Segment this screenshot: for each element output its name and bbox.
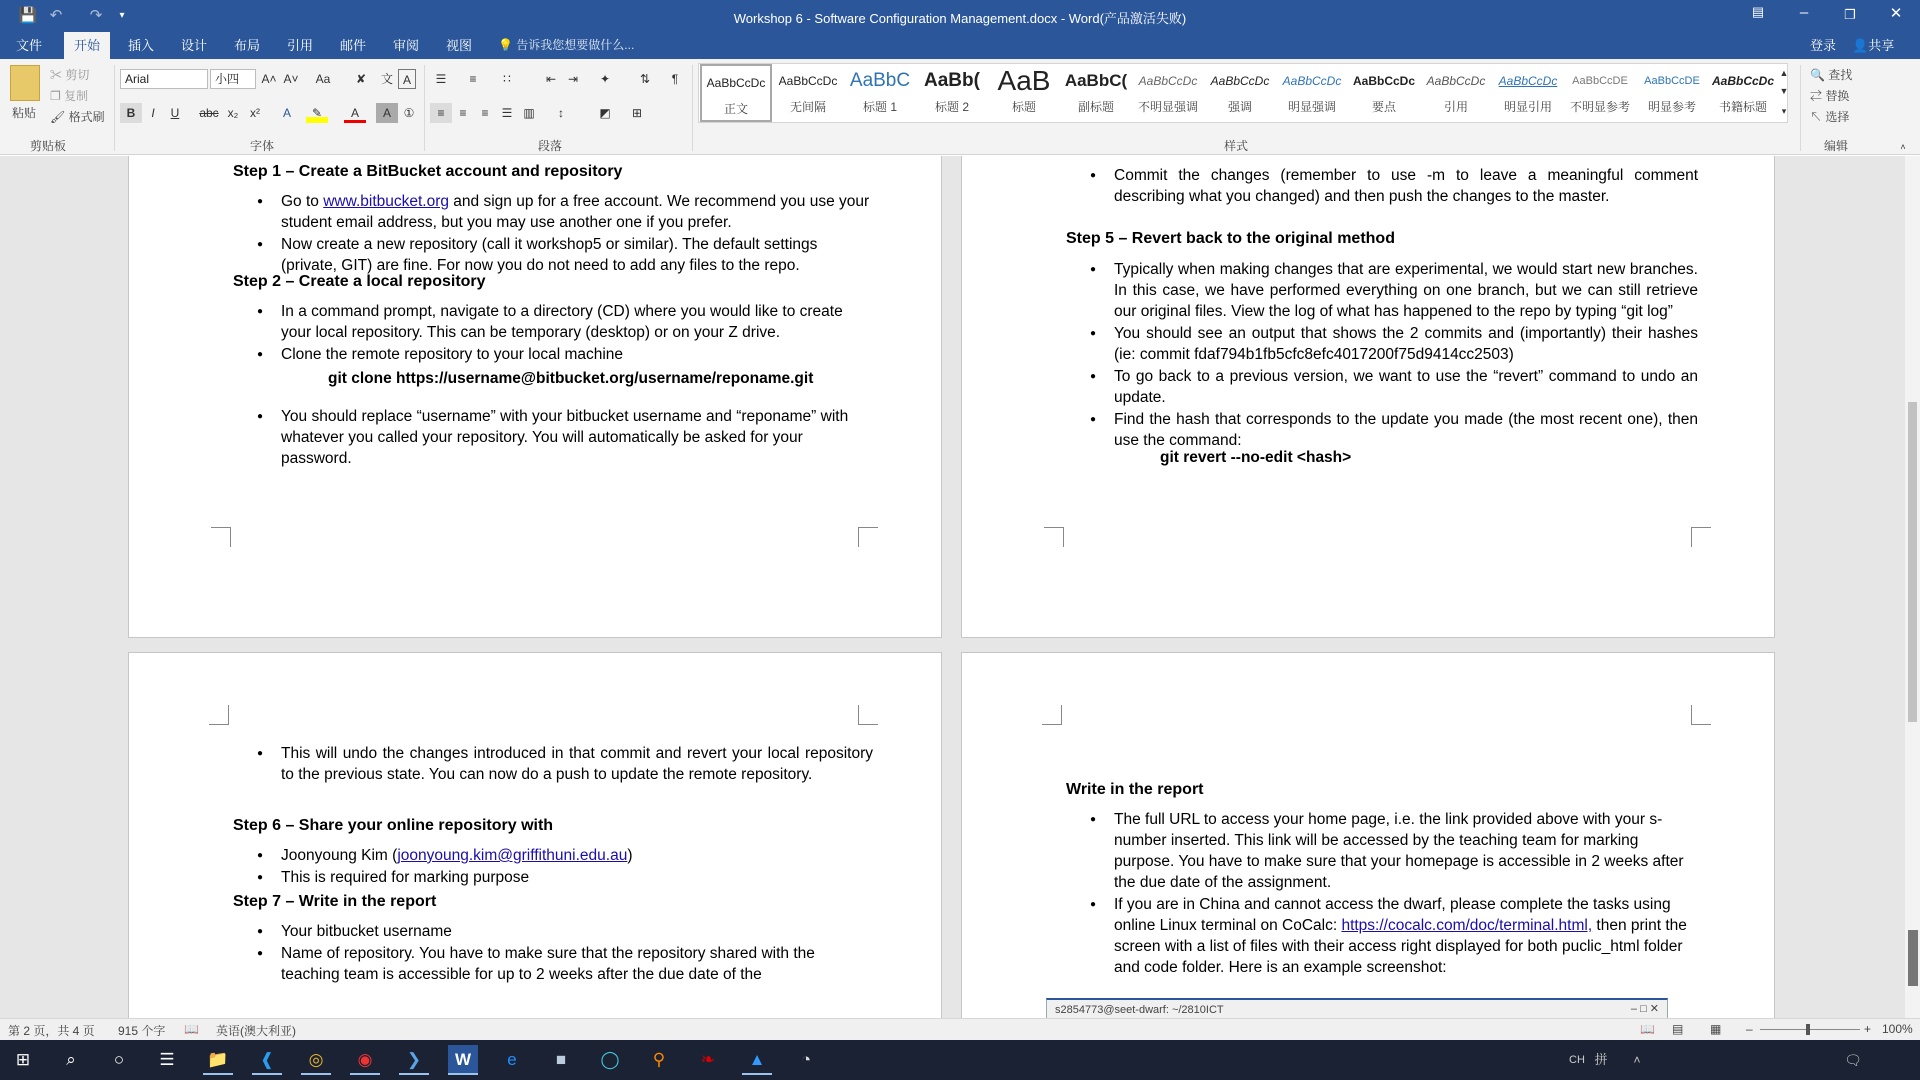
copy-button[interactable] [50, 86, 88, 106]
style-preview: AaBbCcDc [778, 74, 838, 88]
style-name: 标题 [1011, 100, 1036, 114]
style-name: 副标题 [1077, 100, 1114, 114]
login-button[interactable]: 登录 [1810, 38, 1837, 53]
list-item: ● Your bitbucket username [233, 921, 873, 942]
style-subtle-emphasis[interactable] [1132, 64, 1204, 122]
file-explorer-icon[interactable]: 📁 [203, 1045, 233, 1075]
group-separator [114, 65, 115, 151]
clone-command: git clone https://username@bitbucket.org/username/reponame.git [328, 370, 814, 387]
cut-button[interactable] [50, 65, 89, 85]
step4-list [1066, 165, 1698, 208]
list-item: ● This will undo the changes introduced in that commit and revert your local repository to the previous state. You can now do a push to update the remote repository. [233, 743, 873, 785]
char-border-icon[interactable]: A [398, 69, 416, 89]
paste-icon[interactable] [10, 65, 40, 101]
tab-references[interactable]: 引用 [287, 38, 314, 53]
bitbucket-link[interactable]: www.bitbucket.org [323, 193, 449, 210]
web-layout-icon[interactable]: ▦ [1710, 1022, 1722, 1036]
increase-indent-icon[interactable]: ⇥ [567, 72, 579, 86]
photos-icon[interactable]: ▲ [742, 1045, 772, 1075]
editing-group-label: 编辑 [1824, 139, 1849, 153]
task-view-icon[interactable]: ☰ [159, 1050, 175, 1069]
list-text: then print the screen with a list of files with their access right displayed for both puclic_html folder and code folder. Here is an example screenshot: [1114, 917, 1687, 976]
group-separator [692, 65, 693, 151]
restore-icon[interactable]: ❐ [1844, 7, 1856, 22]
zoom-slider[interactable] [1760, 1029, 1860, 1030]
cortana-icon[interactable]: ○ [113, 1050, 125, 1069]
step7-list [233, 921, 873, 986]
style-quote[interactable] [1420, 64, 1492, 122]
style-strong[interactable] [1348, 64, 1420, 122]
obs-icon[interactable]: ◔ [800, 1050, 812, 1069]
style-intense-reference[interactable] [1636, 64, 1708, 122]
margin-corner [858, 527, 878, 547]
find-button[interactable] [1810, 65, 1852, 85]
style-preview: AaB [997, 65, 1051, 96]
phonetic-icon[interactable]: 文 [380, 72, 393, 86]
scissors-icon: ✂ [50, 68, 63, 82]
window-title: Workshop 6 - Software Configuration Management.docx - Word(产品激活失败) [733, 11, 1187, 26]
style-preview: AaBbCcDc [1711, 74, 1774, 88]
edge-icon[interactable]: e [507, 1050, 517, 1069]
margin-corner [858, 705, 878, 725]
list-item: ● To go back to a previous version, we want to use the “revert” command to undo an update. [1066, 366, 1698, 408]
step6-heading: Step 6 – Share your online repository with [233, 817, 554, 834]
style-name: 明显引用 [1503, 100, 1552, 114]
style-name: 标题 1 [862, 100, 897, 114]
ribbon-home [0, 59, 1920, 155]
page[interactable] [128, 652, 942, 1018]
list-item [233, 845, 873, 866]
tray-language[interactable]: CH [1569, 1054, 1585, 1066]
group-separator [424, 65, 425, 151]
style-subtle-reference[interactable] [1564, 64, 1636, 122]
screenshot-caption: s2854773@seet-dwarf: ~/2810ICT [1055, 1004, 1224, 1016]
style-name: 明显强调 [1287, 100, 1336, 114]
share-button[interactable] [1852, 32, 1894, 59]
styles-more-icon[interactable]: ▾ [1781, 106, 1787, 116]
font-name-box[interactable]: Arial [120, 69, 208, 89]
list-item: ● Now create a new repository (call it workshop5 or similar). The default settings (private, GIT) are fine. For now you do not need to add any files to the repo. [233, 234, 873, 276]
paragraph-group-label: 段落 [538, 139, 563, 153]
zoom-in-icon[interactable]: + [1864, 1022, 1872, 1036]
style-name: 不明显参考 [1569, 100, 1630, 114]
list-text: ) [627, 847, 633, 864]
style-name: 标题 2 [934, 100, 969, 114]
decrease-indent-icon[interactable]: ⇤ [545, 72, 557, 86]
list-item: ● Clone the remote repository to your local machine [233, 344, 873, 365]
style-preview: AaBbCcDc [706, 76, 766, 90]
multilevel-list-icon[interactable]: ∷ [503, 72, 511, 86]
share-label: 共享 [1868, 38, 1895, 53]
bold-icon[interactable]: B [120, 103, 142, 123]
highlight-icon[interactable]: ✎ [306, 103, 328, 123]
style-no-spacing[interactable] [772, 64, 844, 122]
minimize-icon[interactable]: – [1799, 4, 1809, 21]
style-book-title[interactable] [1708, 64, 1778, 122]
page-count[interactable]: 第 2 页，共 4 页 [8, 1024, 95, 1038]
margin-corner [1691, 527, 1711, 547]
ribbon-tabs [0, 32, 1920, 59]
style-preview: AaBbC [849, 70, 911, 91]
copy-icon: ❐ [50, 89, 61, 103]
chrome-icon[interactable]: ◎ [301, 1045, 331, 1075]
proofing-icon[interactable]: 📖 [184, 1022, 199, 1036]
style-preview: AaBbCcDc [1138, 74, 1198, 88]
style-preview: AaBbCcDc [1282, 74, 1342, 88]
style-preview: AaBbCcDE [1572, 75, 1628, 87]
clipboard-group-label: 剪贴板 [30, 139, 67, 153]
group-separator [1800, 65, 1801, 151]
tab-file[interactable]: 文件 [16, 38, 43, 53]
subscript-icon[interactable]: x₂ [227, 106, 239, 120]
list-item: ● Find the hash that corresponds to the update you made (the most recent one), then use the command: [1066, 409, 1698, 451]
word-icon[interactable]: W [448, 1045, 478, 1075]
scrollbar-thumb[interactable] [1908, 402, 1917, 722]
tell-me-text: 告诉我您想要做什么... [516, 38, 635, 52]
styles-scroll-down-icon[interactable]: ▼ [1779, 86, 1789, 96]
tab-mailings[interactable]: 邮件 [340, 38, 367, 53]
list-item: ● In a command prompt, navigate to a directory (CD) where you would like to create your local repository. This can be temporary (desktop) or on your Z drive. [233, 301, 873, 343]
style-name: 引用 [1443, 100, 1468, 114]
list-item: ● Name of repository. You have to make sure that the repository shared with the teaching team is accessible for up to 2 weeks after the due date of the [233, 943, 873, 985]
style-heading2[interactable] [916, 64, 988, 122]
select-label: 选择 [1825, 110, 1850, 124]
redo-icon[interactable]: ↷ [89, 7, 103, 24]
style-name: 不明显强调 [1137, 100, 1198, 114]
cocalc-link[interactable]: https://cocalc.com/doc/terminal.html, [1341, 917, 1593, 934]
person-icon: 👤 [1852, 38, 1869, 53]
align-right-icon[interactable]: ≡ [481, 106, 489, 120]
step6-list [233, 845, 873, 889]
language-indicator[interactable]: 英语(澳大利亚) [216, 1024, 296, 1038]
list-item: ● Commit the changes (remember to use -m to leave a meaningful comment describing what you changed) and then push the changes to the master. [1066, 165, 1698, 207]
lightbulb-icon: 💡 [498, 38, 513, 52]
margin-corner [1042, 705, 1062, 725]
sort-icon[interactable]: ⇅ [639, 72, 651, 86]
netease-icon[interactable]: ◉ [350, 1045, 380, 1075]
scrollbar-marker [1908, 930, 1918, 986]
font-color-icon[interactable]: A [344, 103, 366, 123]
status-bar [0, 1018, 1920, 1040]
show-marks-icon[interactable]: ¶ [671, 72, 679, 86]
style-preview: AaBbCcDc [1426, 74, 1486, 88]
brush-icon: 🖌 [50, 110, 66, 124]
page[interactable] [961, 652, 1775, 1018]
clear-format-icon[interactable]: ✘ [355, 72, 367, 86]
style-emphasis[interactable] [1204, 64, 1276, 122]
bullets-icon[interactable]: ☰ [435, 72, 447, 86]
zoom-slider-thumb[interactable] [1806, 1024, 1810, 1035]
replace-label: 替换 [1825, 89, 1850, 103]
style-preview: AaBbCcDc [1498, 74, 1558, 88]
step5-cont-list [233, 743, 873, 786]
save-icon[interactable]: 💾 [18, 7, 38, 24]
replace-button[interactable] [1810, 86, 1849, 106]
paste-button[interactable]: 粘贴 [12, 106, 37, 120]
margin-corner [211, 527, 231, 547]
list-item [1066, 894, 1696, 978]
underline-icon[interactable]: U [170, 106, 180, 120]
cut-label: 剪切 [65, 68, 90, 82]
tab-insert[interactable]: 插入 [128, 38, 155, 53]
ribbon-display-icon[interactable]: ▤ [1751, 4, 1765, 19]
magnifier-icon: 🔍 [1810, 68, 1825, 82]
margin-corner [1691, 705, 1711, 725]
style-name: 无间隔 [789, 100, 826, 114]
step2-list-cont [233, 406, 873, 470]
example-screenshot [1046, 998, 1668, 1018]
style-heading1[interactable] [844, 64, 916, 122]
style-name: 强调 [1227, 100, 1252, 114]
style-title[interactable] [988, 64, 1060, 122]
step1-heading: Step 1 – Create a BitBucket account and repository [233, 163, 623, 180]
style-normal[interactable] [700, 64, 772, 122]
windows-taskbar [0, 1040, 1920, 1080]
list-text: Joonyoung Kim ( [281, 847, 398, 864]
strikethrough-icon[interactable]: abc [199, 106, 219, 120]
align-left-icon[interactable]: ≡ [430, 103, 452, 123]
style-subtitle[interactable] [1060, 64, 1132, 122]
search-icon[interactable]: ⌕ [66, 1050, 76, 1069]
step5-heading: Step 5 – Revert back to the original method [1066, 230, 1395, 247]
style-preview: AaBbCcDc [1210, 74, 1270, 88]
list-text: If you are in China and cannot access the dwarf, please complete the tasks using online Linux terminal on CoCalc: [1114, 896, 1671, 934]
windows-start-icon[interactable]: ⊞ [15, 1050, 31, 1069]
vscode-icon[interactable]: ❰ [252, 1045, 282, 1075]
grow-font-icon[interactable]: A˄ [261, 72, 277, 86]
char-shading-icon[interactable]: A [376, 103, 398, 123]
customize-qa-icon[interactable]: ▾ [119, 10, 125, 21]
style-preview: AaBbC( [1064, 71, 1128, 90]
text-effects-icon[interactable]: A [282, 106, 291, 120]
write-report-heading: Write in the report [1066, 781, 1204, 798]
select-button[interactable] [1810, 107, 1849, 127]
style-preview: AaBbCcDc [1352, 74, 1415, 88]
read-mode-icon[interactable]: 📖 [1640, 1022, 1655, 1036]
tray-ime[interactable]: 拼 [1594, 1052, 1608, 1067]
list-item [233, 191, 873, 233]
step2-list [233, 301, 873, 366]
replace-icon: ⇄ [1810, 89, 1823, 103]
style-intense-quote[interactable] [1492, 64, 1564, 122]
page[interactable] [961, 156, 1775, 638]
style-preview: AaBbCcDE [1644, 75, 1700, 87]
qq-browser-icon[interactable]: ◯ [600, 1050, 620, 1069]
styles-gallery [698, 63, 1788, 123]
superscript-icon[interactable]: x² [250, 106, 260, 120]
list-item: ● This is required for marking purpose [233, 867, 873, 888]
format-painter-button[interactable] [50, 107, 105, 127]
magnifier-icon[interactable]: ⚲ [652, 1050, 666, 1069]
shading-icon[interactable]: ◩ [599, 106, 611, 120]
distributed-icon[interactable]: ▥ [523, 106, 535, 120]
undo-icon[interactable]: ↶ [49, 7, 63, 24]
tab-layout[interactable]: 布局 [234, 38, 261, 53]
list-item: ● You should replace “username” with your bitbucket username and “reponame” with whatever you called your repository. You will automatically be asked for your password. [233, 406, 873, 469]
email-link[interactable]: joonyoung.kim@griffithuni.edu.au [397, 847, 628, 864]
list-item: ● Typically when making changes that are experimental, we would start new branches. In this case, we have performed everything on one branch, but we can still retrieve our original files. View the log of what has happened to the repo by typing “git log” [1066, 259, 1698, 322]
zoom-level[interactable]: 100% [1882, 1022, 1913, 1036]
pdf-icon[interactable]: ❧ [700, 1050, 716, 1069]
cursor-icon: ↖ [1810, 110, 1823, 124]
style-name: 明显参考 [1647, 100, 1696, 114]
report-list [1066, 809, 1696, 979]
tell-me-search[interactable] [498, 32, 634, 59]
powershell-icon[interactable]: ❯ [399, 1045, 429, 1075]
notification-icon[interactable]: 🗨 [1844, 1052, 1862, 1068]
step5-list [1066, 259, 1698, 452]
format-painter-label: 格式刷 [68, 110, 105, 124]
style-name: 要点 [1371, 100, 1396, 114]
justify-icon[interactable]: ☰ [501, 106, 513, 120]
tab-design[interactable]: 设计 [181, 38, 208, 53]
tray-chevron-icon[interactable]: ˄ [1633, 1053, 1641, 1067]
word-count[interactable]: 915 个字 [118, 1024, 166, 1038]
style-name: 正文 [723, 102, 748, 116]
align-center-icon[interactable]: ≡ [459, 106, 467, 120]
list-text: Go to [281, 193, 324, 210]
style-intense-emphasis[interactable] [1276, 64, 1348, 122]
print-layout-icon[interactable]: ▤ [1672, 1022, 1684, 1036]
chinese-layout-icon[interactable]: ✦ [599, 72, 611, 86]
margin-corner [209, 705, 229, 725]
revert-command: git revert --no-edit <hash> [1160, 449, 1352, 466]
find-label: 查找 [1828, 68, 1853, 82]
tab-home[interactable]: 开始 [64, 32, 110, 59]
window-controls-icon: – □ ✕ [1630, 1003, 1659, 1015]
step2-heading: Step 2 – Create a local repository [233, 273, 486, 290]
style-preview: AaBb( [924, 70, 980, 91]
copy-label: 复制 [64, 89, 89, 103]
vertical-scrollbar[interactable] [1905, 156, 1920, 1018]
tab-review[interactable]: 审阅 [393, 38, 420, 53]
italic-icon[interactable]: I [151, 106, 155, 120]
app-icon[interactable]: ■ [555, 1050, 567, 1069]
margin-corner [1044, 527, 1064, 547]
list-item: ● You should see an output that shows the 2 commits and (importantly) their hashes (ie: commit fdaf794b1fb5cfc8efc4017200f75d9414cc2503) [1066, 323, 1698, 365]
shrink-font-icon[interactable]: A˅ [283, 72, 299, 86]
numbering-icon[interactable]: ≡ [469, 72, 477, 86]
borders-icon[interactable]: ⊞ [631, 106, 643, 120]
style-name: 书籍标题 [1718, 100, 1767, 114]
title-bar [0, 0, 1920, 32]
zoom-out-icon[interactable]: – [1746, 1022, 1753, 1036]
close-icon[interactable]: ✕ [1889, 5, 1903, 22]
enclose-char-icon[interactable]: ① [403, 106, 415, 120]
document-area [0, 156, 1905, 1018]
styles-scroll-up-icon[interactable]: ▲ [1779, 68, 1789, 78]
font-size-box[interactable]: 小四 [210, 69, 256, 89]
tab-view[interactable]: 视图 [446, 38, 473, 53]
line-spacing-icon[interactable]: ↕ [558, 106, 564, 120]
step1-list [233, 191, 873, 277]
step7-heading: Step 7 – Write in the report [233, 893, 437, 910]
font-group-label: 字体 [250, 139, 275, 153]
collapse-ribbon-icon[interactable]: ˄ [1900, 142, 1906, 152]
page[interactable] [128, 156, 942, 638]
list-text: and sign up for a free account. We recommend you use your student email address, but you may use another one if you prefer. [281, 193, 870, 231]
styles-group-label: 样式 [1224, 139, 1249, 153]
list-item: ● The full URL to access your home page, i.e. the link provided above with your s-number inserted. This link will be accessed by the teaching team for marking purpose. You have to make sure that your homepage is accessible in 2 weeks after the due date of the assignment. [1066, 809, 1696, 893]
change-case-icon[interactable]: Aa [315, 72, 331, 86]
